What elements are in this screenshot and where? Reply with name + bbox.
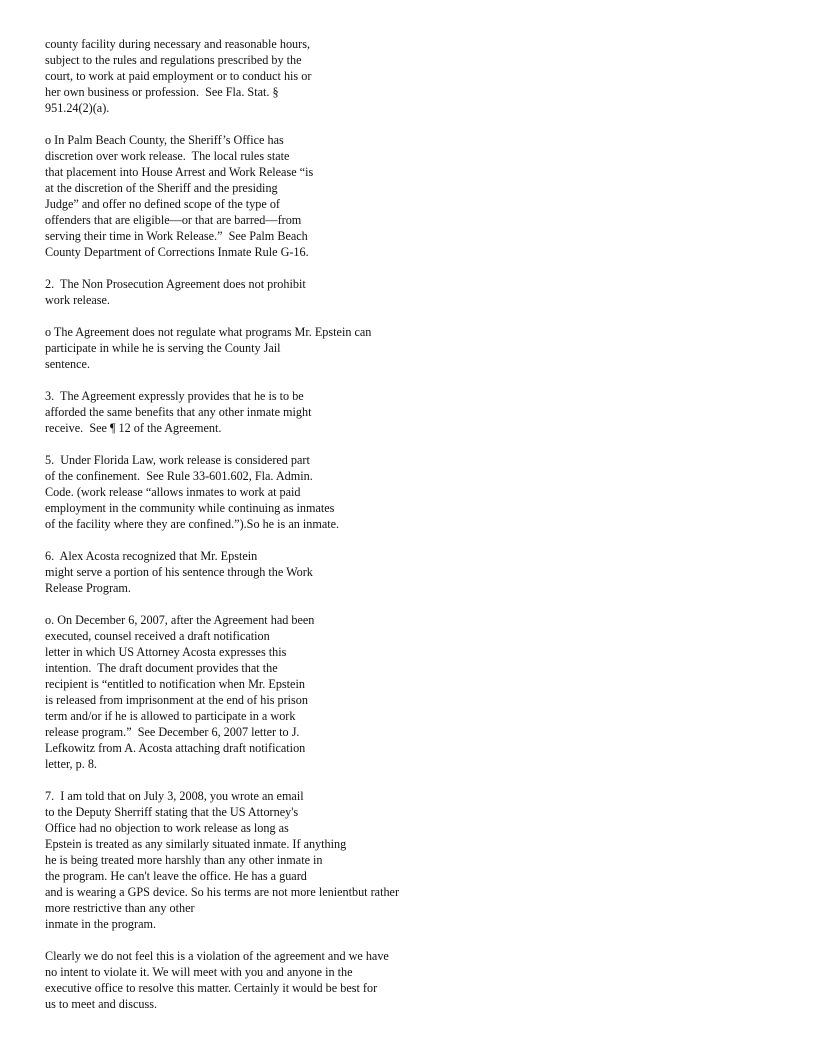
text-line: executive office to resolve this matter. Certainly it would be best for bbox=[45, 981, 378, 995]
text-line: Lefkowitz from A. Acosta attaching draft notification bbox=[45, 741, 306, 755]
text-line: at the discretion of the Sheriff and the presiding bbox=[45, 181, 278, 195]
text-line: receive. See ¶ 12 of the Agreement. bbox=[45, 421, 222, 435]
text-line: Office had no objection to work release as long as bbox=[45, 821, 289, 835]
text-line: participate in while he is serving the County Jail bbox=[45, 341, 281, 355]
text-line: work release. bbox=[45, 293, 110, 307]
text-line: o. On December 6, 2007, after the Agreement had been bbox=[45, 613, 315, 627]
text-line: us to meet and discuss. bbox=[45, 997, 158, 1011]
text-line: 951.24(2)(a). bbox=[45, 101, 110, 115]
text-line: 7. I am told that on July 3, 2008, you wrote an email bbox=[45, 789, 304, 803]
text-line: that placement into House Arrest and Work Release “is bbox=[45, 165, 314, 179]
paragraph-draft-notification bbox=[45, 612, 785, 772]
paragraph-point-5 bbox=[45, 452, 785, 532]
paragraph-point-7 bbox=[45, 788, 785, 932]
text-line: sentence. bbox=[45, 357, 91, 371]
text-line: County Department of Corrections Inmate Rule G-16. bbox=[45, 245, 309, 259]
text-line: Epstein is treated as any similarly situated inmate. If anything bbox=[45, 837, 347, 851]
text-line: Clearly we do not feel this is a violation of the agreement and we have bbox=[45, 949, 389, 963]
text-line: of the facility where they are confined.”).So he is an inmate. bbox=[45, 517, 340, 531]
text-line: the program. He can't leave the office. He has a guard bbox=[45, 869, 307, 883]
text-line: he is being treated more harshly than any other inmate in bbox=[45, 853, 323, 867]
paragraph-palm-beach-discretion bbox=[45, 132, 785, 260]
text-line: term and/or if he is allowed to participate in a work bbox=[45, 709, 296, 723]
text-line: afforded the same benefits that any other inmate might bbox=[45, 405, 312, 419]
paragraph-closing bbox=[45, 948, 785, 1012]
paragraph-point-3 bbox=[45, 388, 785, 436]
text-line: 2. The Non Prosecution Agreement does not prohibit bbox=[45, 277, 306, 291]
paragraph-work-release-statute bbox=[45, 36, 785, 116]
text-line: 5. Under Florida Law, work release is considered part bbox=[45, 453, 310, 467]
text-line: intention. The draft document provides that the bbox=[45, 661, 278, 675]
text-line: executed, counsel received a draft notification bbox=[45, 629, 270, 643]
text-line: letter in which US Attorney Acosta expresses this bbox=[45, 645, 287, 659]
text-line: Code. (work release “allows inmates to work at paid bbox=[45, 485, 301, 499]
text-line: recipient is “entitled to notification when Mr. Epstein bbox=[45, 677, 305, 691]
text-line: court, to work at paid employment or to conduct his or bbox=[45, 69, 312, 83]
text-line: county facility during necessary and reasonable hours, bbox=[45, 37, 310, 51]
text-line: of the confinement. See Rule 33-601.602, Fla. Admin. bbox=[45, 469, 313, 483]
text-line: o In Palm Beach County, the Sheriff’s Office has bbox=[45, 133, 284, 147]
text-line: Judge” and offer no defined scope of the type of bbox=[45, 197, 280, 211]
text-line: is released from imprisonment at the end of his prison bbox=[45, 693, 308, 707]
document-page bbox=[45, 36, 785, 1028]
text-line: might serve a portion of his sentence through the Work bbox=[45, 565, 313, 579]
paragraph-point-6 bbox=[45, 548, 785, 596]
text-line: letter, p. 8. bbox=[45, 757, 97, 771]
text-line: 3. The Agreement expressly provides that he is to be bbox=[45, 389, 304, 403]
text-line: discretion over work release. The local rules state bbox=[45, 149, 290, 163]
text-line: o The Agreement does not regulate what programs Mr. Epstein can bbox=[45, 325, 372, 339]
paragraph-agreement-programs bbox=[45, 324, 785, 372]
text-line: no intent to violate it. We will meet with you and anyone in the bbox=[45, 965, 353, 979]
paragraph-point-2 bbox=[45, 276, 785, 308]
text-line: serving their time in Work Release.” See Palm Beach bbox=[45, 229, 308, 243]
text-line: her own business or profession. See Fla. Stat. § bbox=[45, 85, 279, 99]
text-line: and is wearing a GPS device. So his terms are not more lenientbut rather bbox=[45, 885, 400, 899]
text-line: offenders that are eligible—or that are barred—from bbox=[45, 213, 302, 227]
text-line: to the Deputy Sherriff stating that the US Attorney's bbox=[45, 805, 299, 819]
text-line: more restrictive than any other bbox=[45, 901, 195, 915]
text-line: subject to the rules and regulations prescribed by the bbox=[45, 53, 302, 67]
text-line: employment in the community while continuing as inmates bbox=[45, 501, 335, 515]
text-line: Release Program. bbox=[45, 581, 131, 595]
text-line: inmate in the program. bbox=[45, 917, 157, 931]
text-line: release program.” See December 6, 2007 letter to J. bbox=[45, 725, 300, 739]
text-line: 6. Alex Acosta recognized that Mr. Epstein bbox=[45, 549, 258, 563]
